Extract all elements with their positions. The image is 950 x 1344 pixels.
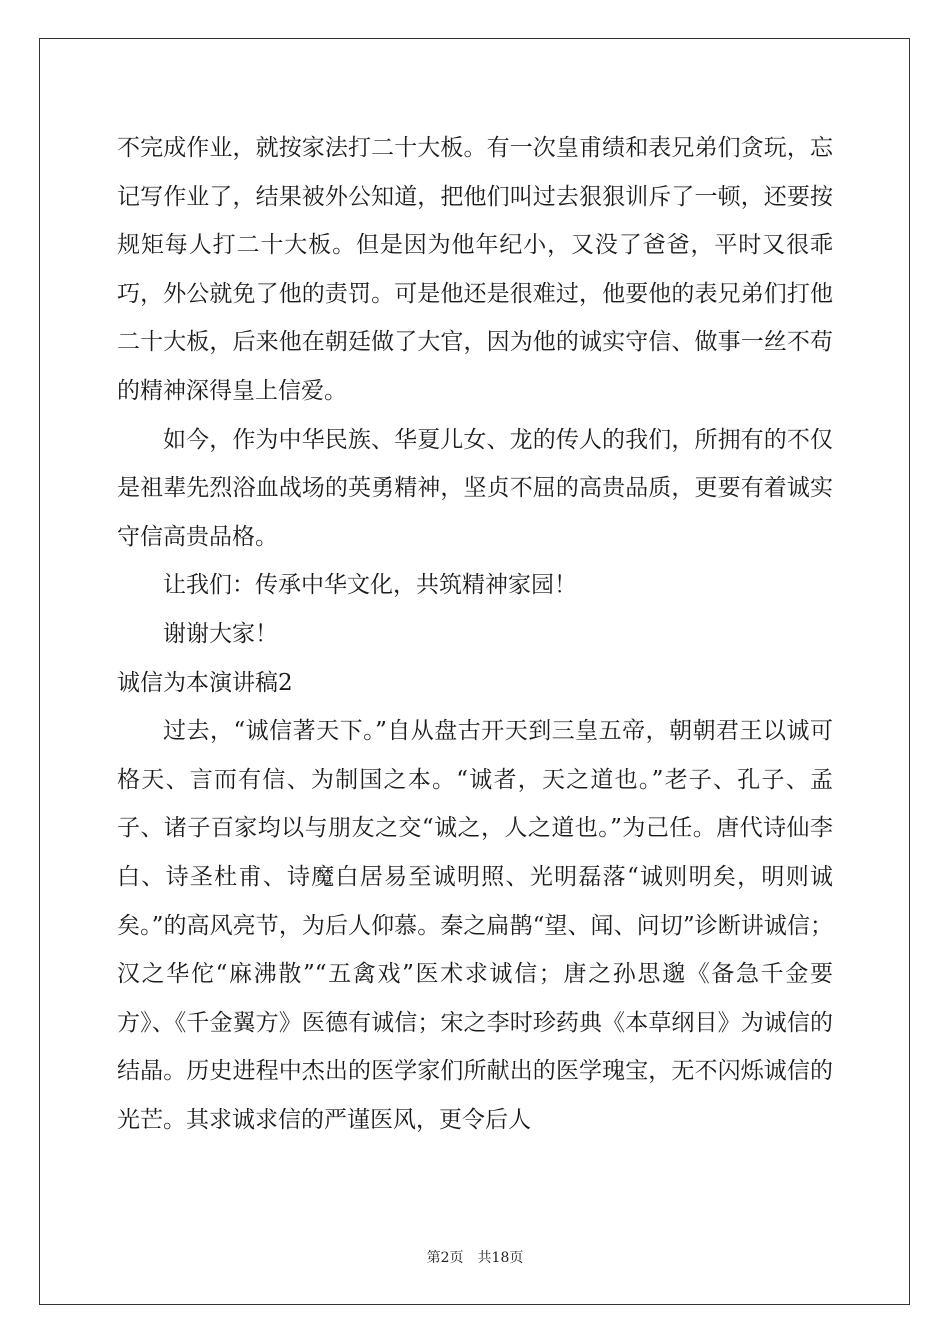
paragraph-2: 如今，作为中华民族、华夏儿女、龙的传人的我们，所拥有的不仅是祖辈先烈浴血战场的英勇精神，坚贞不屈的高贵品质，更要有着诚实守信高贵品格。 — [117, 426, 833, 550]
paragraph-3: 让我们：传承中华文化，共筑精神家园！ — [163, 572, 577, 599]
page-footer — [0, 1247, 950, 1267]
paragraph-4: 谢谢大家！ — [163, 620, 278, 647]
section-heading: 诚信为本演讲稿2 — [117, 669, 293, 696]
paragraph-5: 过去，“诚信著天下。”自从盘古开天到三皇五帝，朝朝君王以诚可格天、言而有信、为制国之本。“诚者，天之道也。”老子、孔子、孟子、诸子百家均以与朋友之交“诚之，人之道也。”为己任。唐代诗仙李白、诗圣杜甫、诗魔白居易至诚明照、光明磊落“诚则明矣，明则诚矣。”的高风亮节，为后人仰慕。秦之扁鹊“望、闻、问切”诊断讲诚信；汉之华佗“麻沸散”“五禽戏”医术求诚信；唐之孙思邈《备急千金要方》、《千金翼方》医德有诚信；宋之李时珍药典《本草纲目》为诚信的结晶。历史进程中杰出的医学家们所献出的医学瑰宝，无不闪烁诚信的光芒。其求诚求信的严谨医风，更令后人 — [117, 718, 833, 1133]
page-total: 共18页 — [477, 1250, 524, 1266]
paragraph-1: 不完成作业，就按家法打二十大板。有一次皇甫绩和表兄弟们贪玩，忘记写作业了，结果被外公知道，把他们叫过去狠狠训斥了一顿，还要按规矩每人打二十大板。但是因为他年纪小，又没了爸爸，平时又很乖巧，外公就免了他的责罚。可是他还是很难过，他要他的表兄弟们打他二十大板，后来他在朝廷做了大官，因为他的诚实守信、做事一丝不苟的精神深得皇上信爱。 — [117, 135, 833, 404]
page-number: 第2页 — [426, 1250, 464, 1266]
document-body — [117, 124, 833, 1144]
